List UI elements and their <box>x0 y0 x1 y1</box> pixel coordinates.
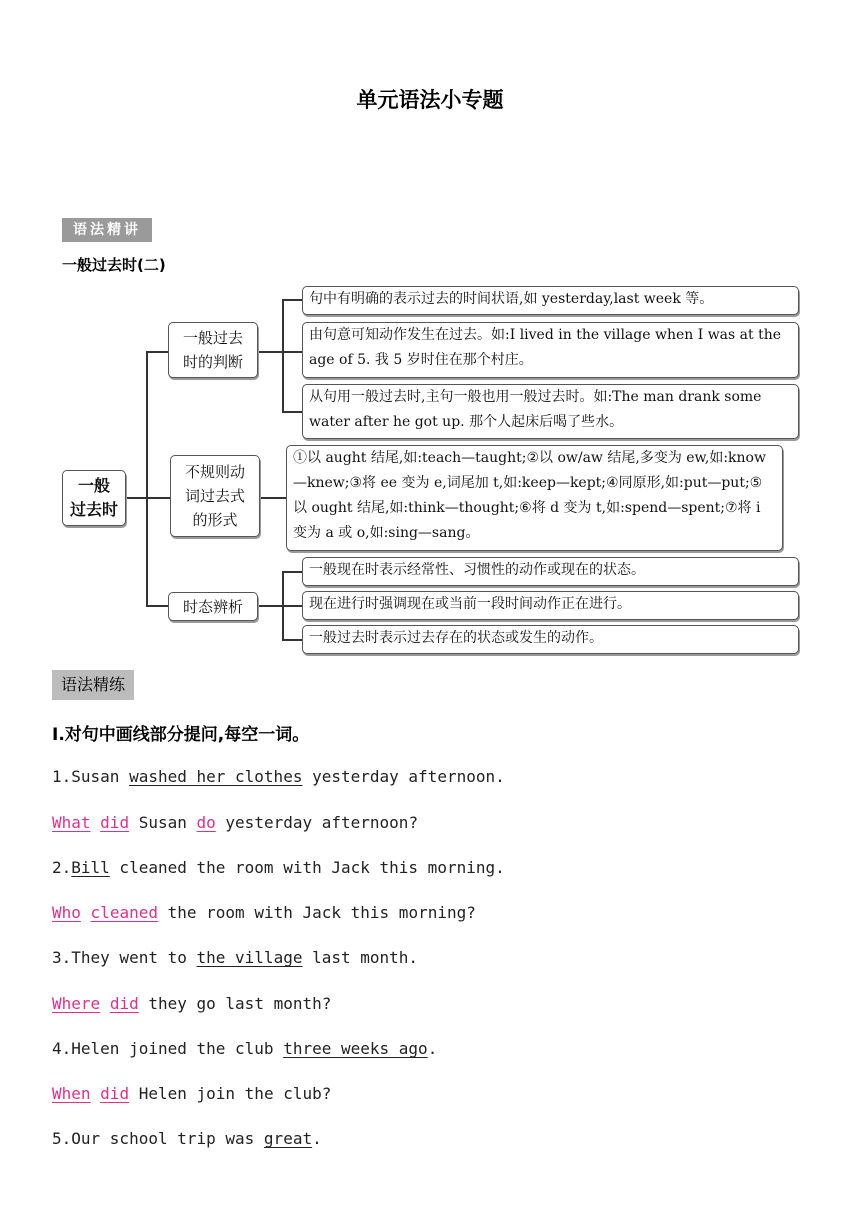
mindmap-root <box>62 470 126 526</box>
underlined-phrase: washed her clothes <box>129 767 303 786</box>
underlined-phrase: the village <box>196 948 303 967</box>
connector <box>282 351 302 353</box>
connector <box>125 497 147 499</box>
question-text: cleaned the room with Jack this morning. <box>109 858 505 877</box>
underlined-phrase: Bill <box>71 858 110 877</box>
answer-word: do <box>196 813 216 832</box>
underlined-phrase: three weeks ago <box>283 1039 428 1058</box>
leaf-item <box>302 625 799 654</box>
question-text: yesterday afternoon. <box>302 767 505 786</box>
question-text: . <box>312 1129 322 1148</box>
underlined-phrase: great <box>263 1129 313 1148</box>
leaf-text: ①以 aught 结尾,如:teach—taught;②以 ow/aw 结尾,多变为 ew,如:know—knew;③将 ee 变为 e,词尾加 t,如:keep—kept;④同原形,如:put—put;⑤以 ought 结尾,如:think—thought;⑥将 d 变为 t,如:spend—spent;⑦将 i 变为 a 或 o,如:sing—sang。 <box>293 450 766 541</box>
branch-label: 一般过去 时的判断 <box>182 329 243 371</box>
answer-text: they go last month? <box>138 994 332 1013</box>
question-text: Helen joined the club <box>71 1039 284 1058</box>
question-row <box>52 767 505 786</box>
branch-tense-comparison <box>168 592 258 621</box>
page-title: 单元语法小专题 <box>356 88 504 112</box>
connector <box>282 299 302 301</box>
connector <box>282 411 302 413</box>
leaf-item <box>302 384 799 439</box>
question-row <box>52 858 505 877</box>
answer-word: What <box>52 813 91 832</box>
connector <box>282 639 302 641</box>
leaf-item <box>286 445 783 551</box>
connector <box>282 605 302 607</box>
question-row <box>52 1129 322 1148</box>
connector <box>258 605 282 607</box>
answer-text: Susan <box>129 813 197 832</box>
connector <box>146 351 168 353</box>
question-text: last month. <box>302 948 419 967</box>
connector <box>146 605 168 607</box>
leaf-text: 由句意可知动作发生在过去。如:I lived in the village when I was at the age of 5. 我 5 岁时住在那个村庄。 <box>309 327 782 368</box>
practice-badge: 语法精练 <box>52 670 134 700</box>
connector <box>258 351 282 353</box>
answer-word: When <box>52 1084 91 1103</box>
answer-row <box>52 903 476 922</box>
connector <box>260 497 286 499</box>
question-number: 4. <box>52 1039 72 1058</box>
leaf-text: 句中有明确的表示过去的时间状语,如 yesterday,last week 等。 <box>309 291 714 307</box>
answer-row <box>52 1084 331 1103</box>
leaf-item <box>302 286 799 315</box>
answer-text: Helen join the club? <box>129 1084 332 1103</box>
question-number: 2. <box>52 858 72 877</box>
answer-word: cleaned <box>90 903 158 922</box>
answer-text: yesterday afternoon? <box>215 813 419 832</box>
question-number: 5. <box>52 1129 72 1148</box>
root-label: 一般 过去时 <box>69 476 118 519</box>
question-text: They went to <box>71 948 197 967</box>
connector <box>282 299 284 412</box>
section-badge: 语法精讲 <box>62 218 152 242</box>
answer-word: did <box>100 1084 130 1103</box>
topic-title: 一般过去时(二) <box>62 256 166 274</box>
branch-judgment <box>168 322 258 378</box>
answer-word: Where <box>52 994 101 1013</box>
leaf-item <box>302 322 799 378</box>
answer-row <box>52 813 418 832</box>
answer-word: did <box>109 994 139 1013</box>
branch-irregular-verbs <box>170 455 260 537</box>
question-number: 3. <box>52 948 72 967</box>
question-text: . <box>427 1039 438 1058</box>
connector <box>282 571 302 573</box>
question-text: Our school trip was <box>71 1129 264 1148</box>
leaf-text: 从句用一般过去时,主句一般也用一般过去时。如:The man drank some water after he got up. 那个人起床后喝了些水。 <box>309 389 762 430</box>
leaf-item <box>302 557 799 586</box>
connector <box>146 351 148 605</box>
answer-row <box>52 994 331 1013</box>
branch-label: 不规则动 词过去式 的形式 <box>184 463 245 529</box>
answer-text: the room with Jack this morning? <box>157 903 476 922</box>
question-text: Susan <box>71 767 130 786</box>
leaf-text: 一般现在时表示经常性、习惯性的动作或现在的状态。 <box>309 562 645 578</box>
question-row <box>52 948 418 967</box>
answer-word: did <box>100 813 130 832</box>
exercise-instruction: Ⅰ.对句中画线部分提问,每空一词。 <box>52 725 310 745</box>
leaf-text: 现在进行时强调现在或当前一段时间动作正在进行。 <box>309 596 631 612</box>
branch-label: 时态辨析 <box>182 597 243 616</box>
connector <box>146 497 170 499</box>
question-row <box>52 1039 437 1058</box>
leaf-text: 一般过去时表示过去存在的状态或发生的动作。 <box>309 630 603 646</box>
question-number: 1. <box>52 767 72 786</box>
answer-word: Who <box>52 903 81 922</box>
leaf-item <box>302 591 799 620</box>
